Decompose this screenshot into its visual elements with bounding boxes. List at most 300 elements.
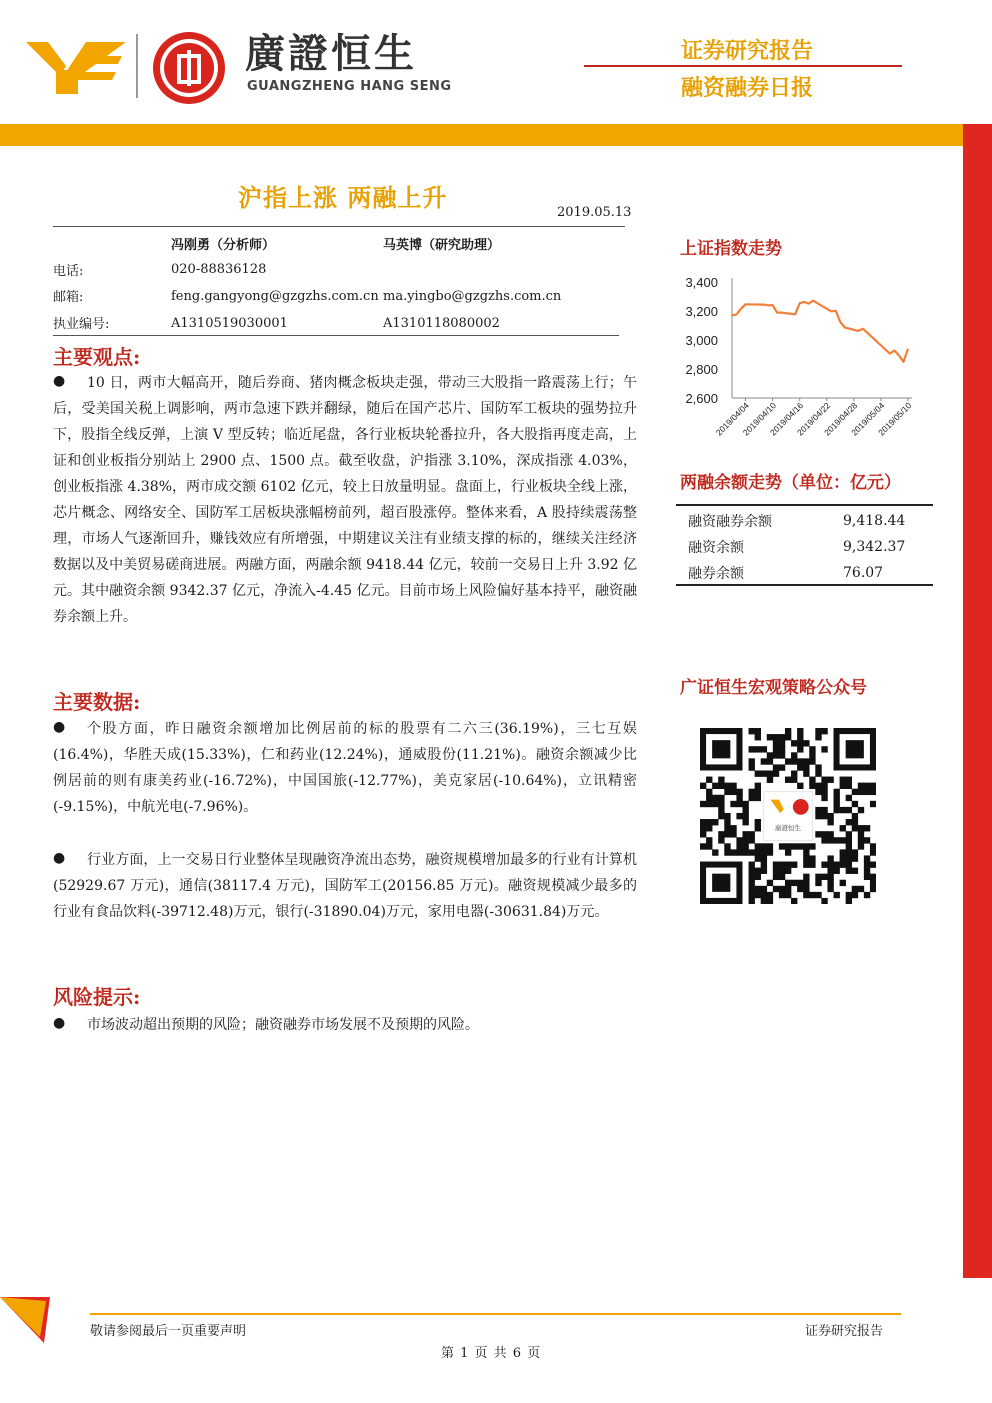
qr-module: [840, 783, 846, 789]
qr-module: [791, 740, 797, 746]
table-label-financing: 融资余额: [688, 540, 744, 556]
qr-module: [840, 777, 846, 783]
qr-module: [846, 795, 852, 801]
qr-module: [821, 813, 827, 819]
company-logo-mark: [26, 36, 126, 98]
qr-module: [749, 880, 755, 886]
qr-module: [749, 831, 755, 837]
qr-module: [797, 843, 803, 849]
qr-module: [785, 728, 791, 734]
qr-module: [755, 874, 761, 880]
qr-module: [864, 855, 870, 861]
qr-module: [852, 886, 858, 892]
qr-module: [736, 813, 742, 819]
qr-module: [736, 849, 742, 855]
header-divider: [584, 65, 902, 67]
x-tick-label: 2019/04/22: [795, 400, 833, 438]
qr-module: [870, 843, 876, 849]
qr-module: [718, 801, 724, 807]
qr-module: [797, 880, 803, 886]
qr-module: [700, 825, 706, 831]
bullet-icon: ●: [53, 373, 66, 389]
qr-module: [755, 789, 761, 795]
qr-module: [785, 868, 791, 874]
qr-module: [809, 892, 815, 898]
qr-module: [803, 740, 809, 746]
qr-module: [821, 777, 827, 783]
qr-module: [779, 734, 785, 740]
qr-module: [827, 880, 833, 886]
qr-module: [779, 874, 785, 880]
section-heading-data: 主要数据:: [53, 690, 141, 714]
qr-module: [815, 874, 821, 880]
table-value-securities: 76.07: [843, 565, 884, 581]
qr-module: [797, 740, 803, 746]
qr-module: [846, 837, 852, 843]
qr-module: [827, 874, 833, 880]
qr-module: [846, 862, 852, 868]
qr-module: [773, 868, 779, 874]
qr-module: [712, 795, 718, 801]
qr-module: [785, 777, 791, 783]
views-paragraph: 10 日，两市大幅高开，随后券商、猪肉概念板块走强，带动三大股指一路震荡上行；午后，受美国关税上调影响，两市急速下跌并翻绿，随后在国产芯片、国防军工板块的强势拉升下，股指全线反弹，上演 V 型反转；临近尾盘，各行业板块轮番拉升，各大股指再度走高，上证和创业板指分别站上 2900 点、1500 点。截至收盘，沪指涨 3.10%，深成指涨 4.03%，创业板指涨 4.38%，两市成交额 6102 亿元，较上日放量明显。盘面上，行业板块全线上涨，芯片概念、网络安全、国防军工居板块涨幅榜前列，超百股涨停。整体来看，A 股持续震荡整理，市场人气逐渐回升，赚钱效应有所增强，中期建议关注有业绩支撑的标的，继续关注经济数据以及中美贸易磋商进展。两融方面，两融余额 9418.44 亿元，较前一交易日上升 3.92 亿元。其中融资余额 9342.37 亿元，净流入-4.45 亿元。目前市场上风险偏好基本持平，融资融券余额上升。: [53, 375, 637, 625]
qr-module: [742, 801, 748, 807]
qr-module: [749, 728, 755, 734]
qr-module: [815, 770, 821, 776]
qr-module: [809, 855, 815, 861]
risk-paragraph: 市场波动超出预期的风险；融资融券市场发展不及预期的风险。: [87, 1017, 479, 1033]
qr-module: [858, 807, 864, 813]
qr-module: [712, 783, 718, 789]
qr-module: [791, 770, 797, 776]
qr-module: [803, 862, 809, 868]
qr-logo-seal: [793, 799, 809, 815]
qr-module: [749, 795, 755, 801]
qr-finder: [712, 874, 730, 892]
qr-module: [724, 819, 730, 825]
qr-module: [755, 770, 761, 776]
qr-module: [785, 886, 791, 892]
table-top-rule: [676, 504, 933, 506]
qr-module: [712, 819, 718, 825]
qr-module: [840, 855, 846, 861]
qr-module: [779, 892, 785, 898]
qr-module: [846, 807, 852, 813]
report-type: 证券研究报告: [680, 39, 813, 64]
brand-name-en: GUANGZHENG HANG SENG: [247, 79, 452, 94]
report-title: 沪指上涨 两融上升: [238, 183, 448, 212]
footer-report-type: 证券研究报告: [805, 1324, 884, 1339]
qr-module: [779, 868, 785, 874]
qr-module: [834, 892, 840, 898]
qr-module: [803, 770, 809, 776]
table-value-financing: 9,342.37: [843, 539, 906, 555]
qr-module: [834, 868, 840, 874]
qr-module: [809, 746, 815, 752]
qr-module: [779, 746, 785, 752]
qr-module: [724, 843, 730, 849]
footer-rule: [90, 1313, 901, 1315]
qr-module: [749, 849, 755, 855]
bullet-icon: ●: [53, 1015, 66, 1031]
qr-module: [718, 837, 724, 843]
qr-module: [761, 868, 767, 874]
qr-module: [791, 898, 797, 904]
qr-module: [767, 843, 773, 849]
qr-module: [755, 868, 761, 874]
qr-module: [797, 746, 803, 752]
qr-module: [706, 843, 712, 849]
qr-module: [827, 855, 833, 861]
qr-module: [815, 880, 821, 886]
qr-logo-box: [764, 792, 813, 841]
table-value-total: 9,418.44: [843, 513, 906, 529]
y-tick-label: 3,000: [685, 333, 718, 348]
email-label: 邮箱:: [53, 290, 84, 305]
y-tick-label: 2,800: [685, 362, 718, 377]
qr-module: [773, 770, 779, 776]
qr-module: [785, 849, 791, 855]
qr-module: [718, 831, 724, 837]
qr-module: [821, 728, 827, 734]
qr-module: [712, 849, 718, 855]
qr-module: [815, 734, 821, 740]
analyst-phone: 020-88836128: [171, 262, 267, 277]
qr-module: [730, 849, 736, 855]
qr-module: [773, 752, 779, 758]
qr-module: [809, 862, 815, 868]
qr-module: [809, 843, 815, 849]
qr-module: [821, 837, 827, 843]
qr-module: [773, 874, 779, 880]
qr-module: [827, 868, 833, 874]
qr-module: [821, 789, 827, 795]
x-tick-label: 2019/04/28: [822, 400, 860, 438]
assistant-email[interactable]: ma.yingbo@gzgzhs.com.cn: [383, 289, 562, 304]
qr-module: [773, 740, 779, 746]
author-rule: [53, 335, 619, 336]
qr-module: [797, 734, 803, 740]
qr-module: [742, 807, 748, 813]
assistant-license: A1310118080002: [383, 316, 500, 331]
x-tick-label: 2019/05/04: [849, 400, 887, 438]
qr-module: [755, 886, 761, 892]
qr-module: [736, 789, 742, 795]
qr-module: [852, 892, 858, 898]
qr-module: [773, 764, 779, 770]
qr-module: [730, 825, 736, 831]
wechat-qr-code: [700, 728, 876, 904]
qr-module: [852, 868, 858, 874]
qr-module: [706, 789, 712, 795]
qr-module: [718, 795, 724, 801]
qr-module: [797, 783, 803, 789]
qr-module: [840, 825, 846, 831]
qr-module: [858, 825, 864, 831]
qr-module: [791, 843, 797, 849]
qr-module: [846, 898, 852, 904]
section-heading-risk: 风险提示:: [53, 985, 141, 1009]
qr-module: [718, 783, 724, 789]
bullet-icon: ●: [53, 850, 66, 866]
qr-module: [846, 843, 852, 849]
qr-module: [779, 740, 785, 746]
qr-module: [840, 862, 846, 868]
phone-label: 电话:: [53, 264, 84, 279]
qr-module: [846, 819, 852, 825]
qr-module: [718, 807, 724, 813]
qr-module: [736, 801, 742, 807]
qr-module: [834, 795, 840, 801]
y-tick-label: 3,200: [685, 304, 718, 319]
qr-module: [749, 898, 755, 904]
qr-module: [803, 764, 809, 770]
qr-module: [870, 783, 876, 789]
company-seal-icon: [151, 30, 227, 106]
corner-triangle-icon: [0, 1297, 50, 1343]
qr-module: [761, 758, 767, 764]
x-tick-label: 2019/04/10: [740, 400, 779, 438]
qr-module: [821, 898, 827, 904]
qr-module: [791, 777, 797, 783]
qr-module: [761, 892, 767, 898]
qr-module: [785, 892, 791, 898]
qr-module: [840, 807, 846, 813]
qr-module: [815, 892, 821, 898]
qr-module: [834, 789, 840, 795]
y-tick-label: 3,400: [685, 275, 718, 290]
qr-module: [785, 843, 791, 849]
qr-module: [864, 868, 870, 874]
qr-module: [700, 819, 706, 825]
qr-module: [815, 728, 821, 734]
qr-module: [742, 837, 748, 843]
qr-module: [852, 849, 858, 855]
qr-module: [755, 795, 761, 801]
qr-module: [815, 764, 821, 770]
qr-module: [724, 783, 730, 789]
qr-module: [840, 880, 846, 886]
qr-module: [755, 825, 761, 831]
qr-module: [870, 862, 876, 868]
qr-module: [846, 831, 852, 837]
table-heading: 两融余额走势（单位：亿元）: [680, 473, 901, 493]
bullet-icon: ●: [53, 719, 66, 735]
report-series: 融资融券日报: [680, 76, 813, 101]
qr-module: [827, 831, 833, 837]
qr-module: [821, 807, 827, 813]
qr-module: [864, 862, 870, 868]
y-tick-label: 2,600: [685, 391, 718, 406]
qr-module: [730, 783, 736, 789]
qr-module: [846, 892, 852, 898]
qr-module: [858, 831, 864, 837]
qr-module: [749, 746, 755, 752]
qr-module: [767, 770, 773, 776]
qr-module: [761, 855, 767, 861]
qr-module: [749, 886, 755, 892]
qr-module: [827, 819, 833, 825]
table-label-securities: 融券余额: [688, 566, 744, 582]
qr-module: [852, 789, 858, 795]
qr-module: [761, 770, 767, 776]
qr-module: [785, 734, 791, 740]
qr-module: [852, 819, 858, 825]
qr-module: [779, 752, 785, 758]
qr-module: [767, 892, 773, 898]
qr-module: [870, 874, 876, 880]
qr-module: [700, 831, 706, 837]
qr-module: [864, 825, 870, 831]
qr-module: [827, 837, 833, 843]
qr-module: [864, 837, 870, 843]
qr-module: [706, 825, 712, 831]
qr-module: [797, 758, 803, 764]
qr-module: [803, 886, 809, 892]
qr-module: [803, 874, 809, 880]
qr-module: [846, 849, 852, 855]
qr-module: [724, 849, 730, 855]
qr-module: [712, 801, 718, 807]
qr-module: [736, 837, 742, 843]
qr-module: [858, 837, 864, 843]
qr-module: [827, 813, 833, 819]
x-tick-label: 2019/04/04: [713, 400, 751, 438]
qr-module: [736, 843, 742, 849]
analyst-email[interactable]: feng.gangyong@gzgzhs.com.cn: [171, 289, 379, 304]
qr-module: [755, 746, 761, 752]
qr-module: [749, 789, 755, 795]
qr-module: [785, 758, 791, 764]
qr-module: [852, 825, 858, 831]
qr-module: [809, 758, 815, 764]
qr-module: [767, 880, 773, 886]
qr-module: [870, 880, 876, 886]
analyst-name: 冯刚勇（分析师）: [171, 238, 276, 253]
qr-module: [791, 862, 797, 868]
qr-module: [730, 801, 736, 807]
qr-module: [815, 783, 821, 789]
qr-module: [767, 849, 773, 855]
shanghai-index-chart: [676, 268, 916, 458]
qr-module: [791, 752, 797, 758]
qr-module: [761, 898, 767, 904]
qr-module: [742, 843, 748, 849]
qr-module: [797, 728, 803, 734]
qr-module: [797, 886, 803, 892]
qr-module: [706, 801, 712, 807]
qr-module: [718, 813, 724, 819]
analyst-license: A1310519030001: [171, 316, 288, 331]
table-bottom-rule: [676, 584, 933, 586]
qr-module: [803, 855, 809, 861]
qr-module: [834, 837, 840, 843]
qr-module: [724, 789, 730, 795]
qr-module: [755, 819, 761, 825]
title-rule: [53, 226, 625, 227]
page-number: 第 1 页 共 6 页: [441, 1346, 542, 1361]
qr-module: [700, 843, 706, 849]
qr-module: [840, 849, 846, 855]
qr-module: [779, 843, 785, 849]
qr-module: [706, 819, 712, 825]
qr-module: [749, 758, 755, 764]
qr-module: [749, 837, 755, 843]
qr-module: [821, 795, 827, 801]
qr-module: [767, 734, 773, 740]
qr-module: [809, 777, 815, 783]
data-paragraph-stocks: 个股方面，昨日融资余额增加比例居前的标的股票有二六三(36.19%)，三七互娱(16.4%)，华胜天成(15.33%)，仁和药业(12.24%)，通威股份(11.21%)。融资余额减少比例居前的则有康美药业(-16.72%)，中国国旅(-12.77%)，美克家居(-10.64%)，立讯精密(-9.15%)，中航光电(-7.96%)。: [53, 721, 637, 815]
qr-module: [803, 880, 809, 886]
section-heading-views: 主要观点:: [53, 345, 141, 369]
qr-module: [773, 746, 779, 752]
qr-module: [864, 892, 870, 898]
qr-module: [870, 886, 876, 892]
qr-module: [749, 862, 755, 868]
qr-module: [870, 789, 876, 795]
qr-module: [809, 752, 815, 758]
qr-module: [749, 874, 755, 880]
qr-module: [852, 855, 858, 861]
qr-module: [797, 764, 803, 770]
qr-module: [858, 783, 864, 789]
qr-module: [724, 831, 730, 837]
qr-module: [767, 777, 773, 783]
qr-module: [718, 777, 724, 783]
chart-heading: 上证指数走势: [680, 239, 782, 259]
qr-module: [761, 843, 767, 849]
qr-module: [821, 862, 827, 868]
qr-module: [803, 849, 809, 855]
qr-module: [864, 789, 870, 795]
qr-module: [700, 783, 706, 789]
data-paragraph-industries: 行业方面，上一交易日行业整体呈现融资净流出态势，融资规模增加最多的行业有计算机(52929.67 万元)，通信(38117.4 万元)，国防军工(20156.85 万元)。融资规模减少最多的行业有食品饮料(-39712.48)万元，银行(-31890.04)万元，家用电器(-30631.84)万元。: [53, 852, 637, 920]
qr-module: [846, 777, 852, 783]
qr-module: [736, 795, 742, 801]
qr-module: [730, 831, 736, 837]
qr-module: [846, 855, 852, 861]
qr-module: [779, 862, 785, 868]
qr-module: [827, 862, 833, 868]
qr-module: [742, 849, 748, 855]
qr-module: [773, 886, 779, 892]
qr-module: [706, 795, 712, 801]
qr-module: [706, 837, 712, 843]
qr-module: [815, 831, 821, 837]
brand-name-cn: 廣證恒生: [245, 31, 417, 77]
qr-module: [742, 813, 748, 819]
qr-module: [870, 849, 876, 855]
qr-module: [742, 831, 748, 837]
qr-module: [803, 843, 809, 849]
qr-module: [767, 752, 773, 758]
qr-module: [791, 758, 797, 764]
qr-module: [834, 801, 840, 807]
qr-heading: 广证恒生宏观策略公众号: [680, 678, 867, 698]
qr-finder: [846, 740, 864, 758]
report-date: 2019.05.13: [557, 205, 632, 220]
qr-module: [779, 886, 785, 892]
qr-module: [767, 758, 773, 764]
qr-module: [755, 843, 761, 849]
qr-module: [755, 734, 761, 740]
qr-logo-text: 廣證恒生: [775, 823, 801, 832]
qr-module: [767, 898, 773, 904]
license-label: 执业编号:: [53, 317, 110, 332]
qr-module: [706, 777, 712, 783]
table-label-total: 融资融券余额: [688, 514, 772, 530]
qr-module: [821, 874, 827, 880]
